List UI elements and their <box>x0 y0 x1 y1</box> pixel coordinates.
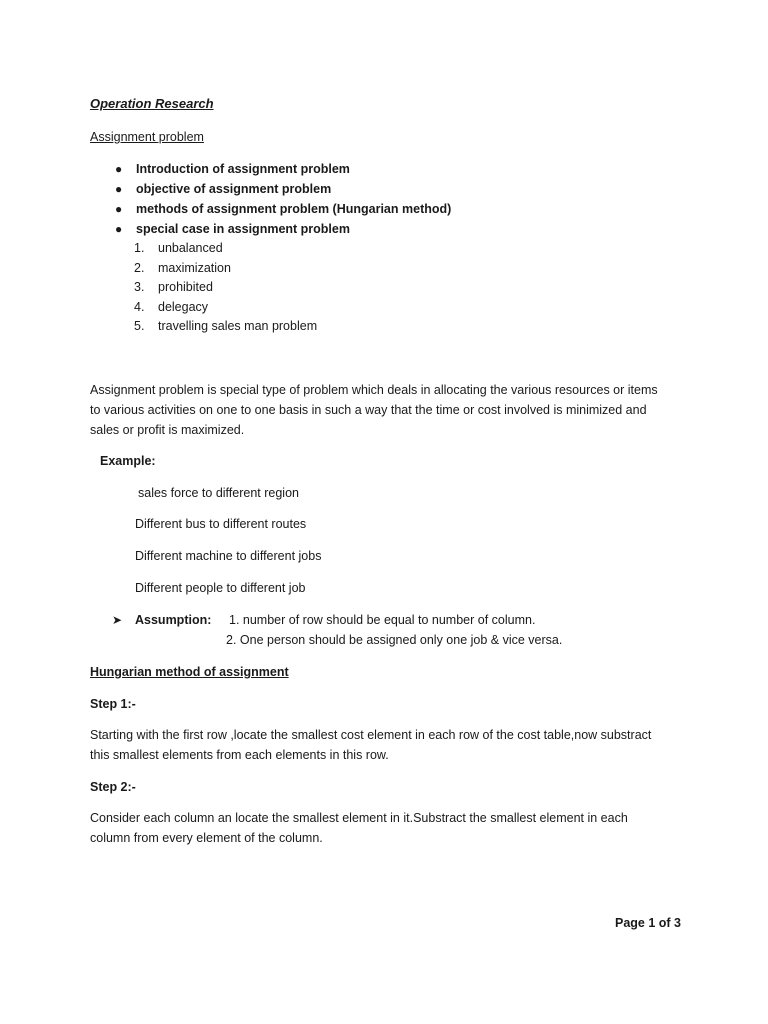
assumption-item: 1. number of row should be equal to number of column. <box>229 613 536 627</box>
list-item: 5. travelling sales man problem <box>134 319 318 333</box>
list-item: ● special case in assignment problem <box>115 222 350 236</box>
example-item: Different machine to different jobs <box>135 549 322 563</box>
document-title: Operation Research <box>90 96 214 111</box>
step2-label: Step 2:- <box>90 780 136 794</box>
list-item: 3. prohibited <box>134 280 213 294</box>
example-label: Example: <box>100 454 156 468</box>
bullet-icon: ● <box>115 162 123 176</box>
example-item: Different people to different job <box>135 581 306 595</box>
step2-line: Consider each column an locate the smallest element in it.Substract the smallest element in each <box>90 811 628 825</box>
topic-bullet-list <box>112 161 451 241</box>
list-item: ● methods of assignment problem (Hungarian method) <box>115 202 452 216</box>
example-item: sales force to different region <box>138 486 299 500</box>
list-item: 2. maximization <box>134 260 231 275</box>
bullet-icon: ● <box>115 222 123 236</box>
step2-line: column from every element of the column. <box>90 831 323 845</box>
list-item: ● Introduction of assignment problem <box>115 162 350 176</box>
hungarian-heading: Hungarian method of assignment <box>90 665 289 679</box>
list-item: 1. unbalanced <box>134 241 223 255</box>
step1-label: Step 1:- <box>90 697 136 711</box>
special-case-numbered-list <box>134 240 317 338</box>
section-heading: Assignment problem <box>90 130 204 144</box>
definition-line: Assignment problem is special type of problem which deals in allocating the various resources or items <box>90 383 658 397</box>
step1-line: Starting with the first row ,locate the smallest cost element in each row of the cost table,now substract <box>90 728 652 742</box>
list-item: 4. delegacy <box>134 299 209 314</box>
example-item: Different bus to different routes <box>135 517 307 531</box>
definition-line: sales or profit is maximized. <box>90 423 245 437</box>
list-item: ● objective of assignment problem <box>115 182 332 196</box>
arrow-bullet-icon: ➤ <box>112 613 123 627</box>
bullet-icon: ● <box>115 182 123 196</box>
definition-line: to various activities on one to one basis in such a way that the time or cost involved is minimized and <box>90 403 647 417</box>
page-number: Page 1 of 3 <box>615 916 681 930</box>
step1-line: this smallest elements from each elements in this row. <box>90 748 389 762</box>
assumption-item: 2. One person should be assigned only one job & vice versa. <box>226 633 563 647</box>
bullet-icon: ● <box>115 202 123 216</box>
assumption-label: Assumption: <box>135 613 212 627</box>
